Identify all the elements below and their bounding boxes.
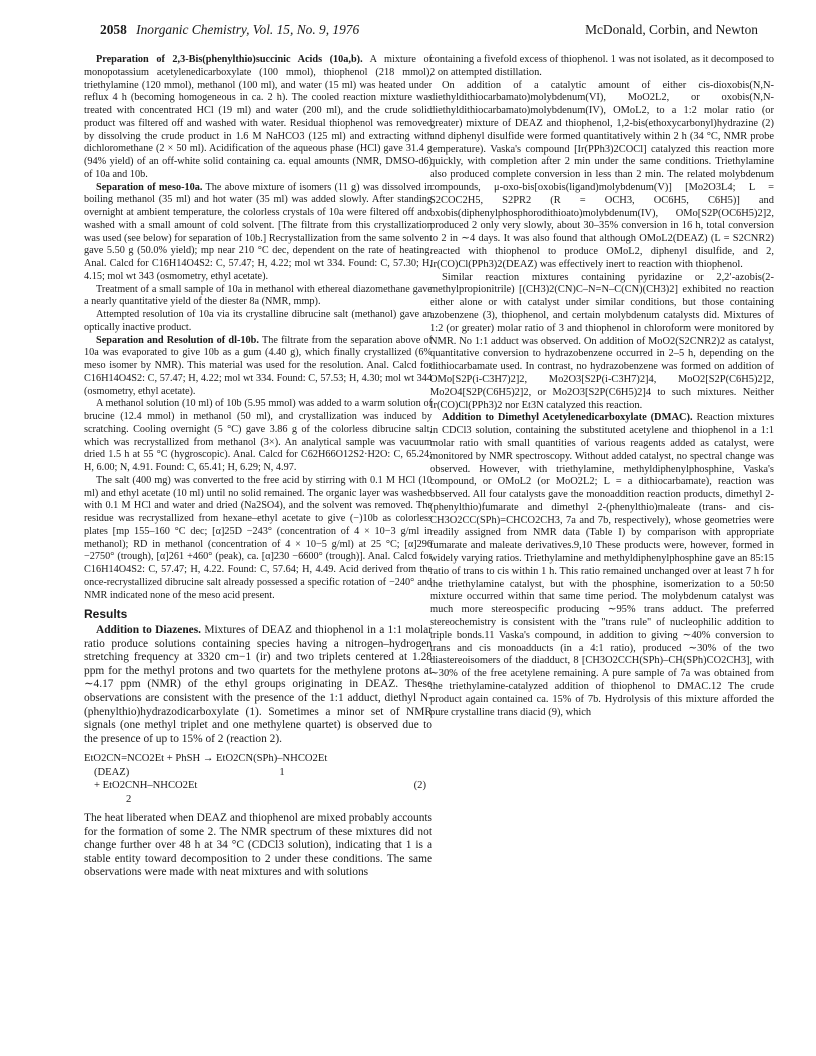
results-body xyxy=(84,624,432,880)
equation-line-4 xyxy=(84,793,432,806)
equation-line-2 xyxy=(84,766,432,779)
paragraph-diazomethane: Treatment of a small sample of 10a in methanol with ethereal diazomethane gave a nearly quantitative yield of the diester 8a (NMR, mmp). xyxy=(84,283,432,308)
paragraph-heat-liberated: The heat liberated when DEAZ and thiophenol are mixed probably accounts for the formation of some 2. The NMR spectrum of these mixtures did not change further over 48 h at 34 °C (CDCl3 solution), indicating that 1 is a stable entity toward decomposition to 2 under these conditions. The same observations were made with neat mixtures and with solutions xyxy=(84,811,432,879)
equation-product-2: + EtO2CNH–NHCO2Et xyxy=(94,780,198,792)
paragraph-addition-dmac xyxy=(430,412,774,719)
paragraph-dl-10b xyxy=(84,335,432,399)
paragraph-text: Reaction mixtures in CDCl3 solution, containing the substituted acetylene and thiophenol in a 1:1 molar ratio with small quantities of various reagents added as catalyst, were monitored by NMR spectroscopy. Without added catalyst, no spectral change was observed. However, with triethylamine, methyldiphenylphosphine, Vaska's compound, or OMoL2 (or MoO2L2; L = a dithiocarbamate), reaction was observed. All four catalysts gave the monoaddition reaction products, dimethyl 2-(phenylthio)fumarate and dimethyl 2-(phenylthio)maleate (trans- and cis-CH3O2CC(SPh)=CHCO2CH3, 7a and 7b, respectively), whose geometries were readily assigned from NMR data (Table I) by comparison with appropriate fumarate and maleate derivatives.9,10 These products were, however, formed in widely varying ratios. Triethylamine and methyldiphenylphosphine gave an 85:15 ratio of trans to cis within 1 h. This ratio remained unchanged over at least 7 h for the triethylamine catalyst, but with the phosphine, isomerization to a 50:50 mixture occurred within that same time period. The molybdenum catalyst was much more stereospecific producing ∼95% trans adduct. The preferred stereochemistry is consistent with the "trans rule" of nucleophilic addition to triple bonds.11 Vaska's compound, in addition to giving ∼40% conversion to trans and cis monoadducts (in a 4:1 ratio), produced ∼30% of the two diastereoisomers of the diadduct, 8 [CH3O2CCH(SPh)–CH(SPh)CO2CH3], with ∼30% of the free acetylene remaining. A pure sample of 7a was obtained from the triethylamine-catalyzed addition of thiophenol to DMAC.12 The crude product again contained ca. 15% of 7b. Hydrolysis of this mixture afforded the pure crystalline trans diacid (9), which xyxy=(430,412,775,718)
equation-label-2: 2 xyxy=(126,793,132,805)
equation-line-1: EtO2CN=NCO2Et + PhSH → EtO2CN(SPh)–NHCO2Et xyxy=(84,753,328,765)
paragraph-attempted-resolution: Attempted resolution of 10a via its crystalline dibrucine salt (methanol) gave an optically inactive product. xyxy=(84,309,432,333)
paragraph-fivefold-excess: containing a fivefold excess of thiophenol. 1 was not isolated, as it decomposed to 2 on attempted distillation. xyxy=(430,54,774,78)
paragraph-free-acid: The salt (400 mg) was converted to the free acid by stirring with 0.1 M HCl (10 ml) and ethyl acetate (10 ml) until no solid remained. The organic layer was washed with 0.1 M HCl and water and dried (Na2SO4), and the solvent was removed. The residue was recrystallized from hexane–ethyl acetate to give (−)10b as colorless plates [mp 155–160 °C dec; [α]25D −243° (concentration of 4 × 10−3 g/ml in methanol); RD in methanol (concentration of 4 × 10−5 g/ml) at 25 °C; [α]296 −2750° (trough), [α]261 +460° (peak), ca. [α]230 −6600° (trough)]. Anal. Calcd for C16H14O4S2: C, 57.47; H, 4.22. Found: C, 57.64; H, 4.49. Acid derived from the once-recrystallized dibrucine salt already possessed a specific rotation of −240° and NMR indicated none of the meso acid present. xyxy=(84,474,432,601)
header-left xyxy=(100,22,359,38)
runin-heading: Separation of meso-10a. xyxy=(96,181,203,193)
equation-label-1: 1 xyxy=(279,766,285,778)
header-authors: McDonald, Corbin, and Newton xyxy=(585,22,758,37)
paragraph-pyridazine-azobenzene: Similar reaction mixtures containing pyridazine or 2,2′-azobis(2-methylpropionitrile) [(CH3)2(CN)C–N=N–C(CN)(CH3)2] exhibited no reaction either alone or with catalyst under similar conditions, but those containing azobenzene (3), thiophenol, and certain molybdenum catalysts did. Mixtures of 1:2 (or greater) molar ratio of 3 and thiophenol in chloroform were monitored by NMR. No 1:1 adduct was observed. On addition of MoO2(S2CNR2)2 as catalyst, quantitative conversion to hydrazobenzene occurred in 2–5 h, depending on the dithiocarbamate used. In contrast, no hydrazobenzene was formed on addition of OMo[S2P(i-C3H7)2]2, Mo2O3[S2P(i-C3H7)2]4, MoO2[S2P(C6H5)2]2, Mo2O4[S2P(C6H5)2]2, or Mo2O3[S2P(C6H5)2]4 to such mixtures. Neither Ir(CO)Cl(PPh3)2 nor Et3N catalyzed this reaction. xyxy=(430,271,774,411)
left-column xyxy=(84,54,432,880)
paragraph-addition-diazenes xyxy=(84,624,432,746)
runin-heading: Addition to Diazenes. xyxy=(96,624,202,636)
running-header xyxy=(100,22,758,38)
paragraph-meso-10a xyxy=(84,182,432,284)
paragraph-text: The filtrate from the separation above of 10a was evaporated to give 10b as a gum (4.40 g), which finally crystallized (6% meso isomer by NMR). This material was used for the resolution. Anal. Calcd for C16H14O4S2: C, 57.47; H, 4.22; mol wt 334. Found: C, 57.53; H, 4.30; mol wt 344 (osmometry, ethyl acetate). xyxy=(84,334,432,397)
equation-line-3 xyxy=(84,779,432,792)
journal-citation: Inorganic Chemistry, Vol. 15, No. 9, 1976 xyxy=(136,22,360,37)
runin-heading: Preparation of 2,3-Bis(phenylthio)succinic Acids (10a,b). xyxy=(96,54,363,65)
paragraph-brucine-salt: A methanol solution (10 ml) of 10b (5.95 mmol) was added to a warm solution of brucine (12.4 mmol) in methanol (50 ml), and crystallization was induced by scratching. Cooling overnight (5 °C) gave 3.86 g of the colorless dibrucine salt, which was recrystallized from methanol (3×). An analytical sample was vacuum dried 1.5 h at 55 °C (hygroscopic). Anal. Calcd for C62H66O12S2·H2O: C, 65.24; H, 6.00; N, 4.91. Found: C, 65.41; H, 6.29; N, 4.97. xyxy=(84,398,432,473)
results-heading: Results xyxy=(84,607,128,622)
reaction-equation-2 xyxy=(84,752,432,806)
paragraph-catalytic-moo2l2: On addition of a catalytic amount of either cis-dioxobis(N,N-diethyldithiocarbamato)molybdenum(VI), MoO2L2, or oxobis(N,N-diethyldithiocarbamato)molybdenum(IV), OMoL2, to a 1:2 molar ratio (or greater) mixture of DEAZ and thiophenol, 1,2-bis(ethoxycarbonyl)hydrazine (2) and diphenyl disulfide were formed quantitatively within 2 h (34 °C, NMR probe temperature). Vaska's compound [Ir(PPh3)2COCl] catalyzed this reaction more quickly, with completion after 2 min under the same conditions. Triethylamine also produced complete conversion in less than 2 min. The related molybdenum compounds, μ-oxo-bis[oxobis(ligand)molybdenum(V)] [Mo2O3L4; L = S2COC2H5, S2PR2 (R = OCH3, OC6H5, C6H5)] and oxobis(diphenylphosphorodithioato)molybdenum(IV), OMo[S2P(OC6H5)2]2, produced 2 only very slowly, about 30–35% conversion in 16 h, total conversion to 2 in ∼4 days. It was also found that although OMoL2(DEAZ) (L = S2CNR2) reacted with thiophenol to produce OMoL2, diphenyl disulfide, and 2, Ir(CO)Cl(PPh3)2(DEAZ) was effectively inert to reaction with thiophenol. xyxy=(430,79,774,270)
paragraph-text: The above mixture of isomers (11 g) was dissolved in boiling methanol (35 ml) and hot water (35 ml) was added slowly. After standing overnight at ambient temperature, the colorless crystals of 10a were filtered off and washed with a small amount of cold solvent. [The filtrate from this crystallization was used (see below) for separation of 10b.] Recrystallization from the same solvent gave 5.50 g (50.0% yield); mp near 210 °C dec, dependent on the rate of heating. Anal. Calcd for C16H14O4S2: C, 57.47; H, 4.22; mol wt 334. Found: C, 57.30; H, 4.15; mol wt 343 (osmometry, ethyl acetate). xyxy=(84,181,432,282)
paragraph-text: A mixture of monopotassium acetylenedicarboxylate (100 mmol), thiophenol (218 mmol), triethylamine (120 mmol), methanol (100 ml), and water (15 ml) was heated under reflux 4 h (becoming homogeneous in ca. 2 h). The cooled reaction mixture was treated with concentrated HCl (19 ml) and water (200 ml), and the crude solid product was filtered off and washed with water. Residual thiophenol was removed by dissolving the crude product in 1.6 M NaHCO3 (125 ml) and extracting with dichloromethane (2 × 50 ml). Acidification of the aqueous phase (HCl) gave 31.4 g (94% yield) of an off-white solid containing ca. equal amounts (NMR, DMSO-d6) of 10a and 10b. xyxy=(84,54,433,180)
paragraph-text: Mixtures of DEAZ and thiophenol in a 1:1 molar ratio produce solutions containing species having a nitrogen–hydrogen stretching frequency at 3320 cm−1 (ir) and two triplets centered at 1.28 ppm for the methyl protons and two quartets for the methylene protons at ∼4.17 ppm (NMR) of the ethyl groups originating in DEAZ. These observations are consistent with the presence of the 1:1 adduct, diethyl N-(phenylthio)hydrazodicarboxylate (1). Sometimes a minor set of NMR signals (one methyl triplet and one methylene quartet) is observed due to the presence of up to 15% of 2 (reaction 2). xyxy=(84,624,432,745)
runin-heading: Separation and Resolution of dl-10b. xyxy=(96,334,259,346)
right-column xyxy=(430,54,774,719)
equation-number: (2) xyxy=(413,780,426,792)
equation-label-deaz: (DEAZ) xyxy=(94,766,130,778)
paragraph-prep-10ab xyxy=(84,54,432,182)
runin-heading: Addition to Dimethyl Acetylenedicarboxylate (DMAC). xyxy=(442,412,693,424)
page-number: 2058 xyxy=(100,22,127,37)
